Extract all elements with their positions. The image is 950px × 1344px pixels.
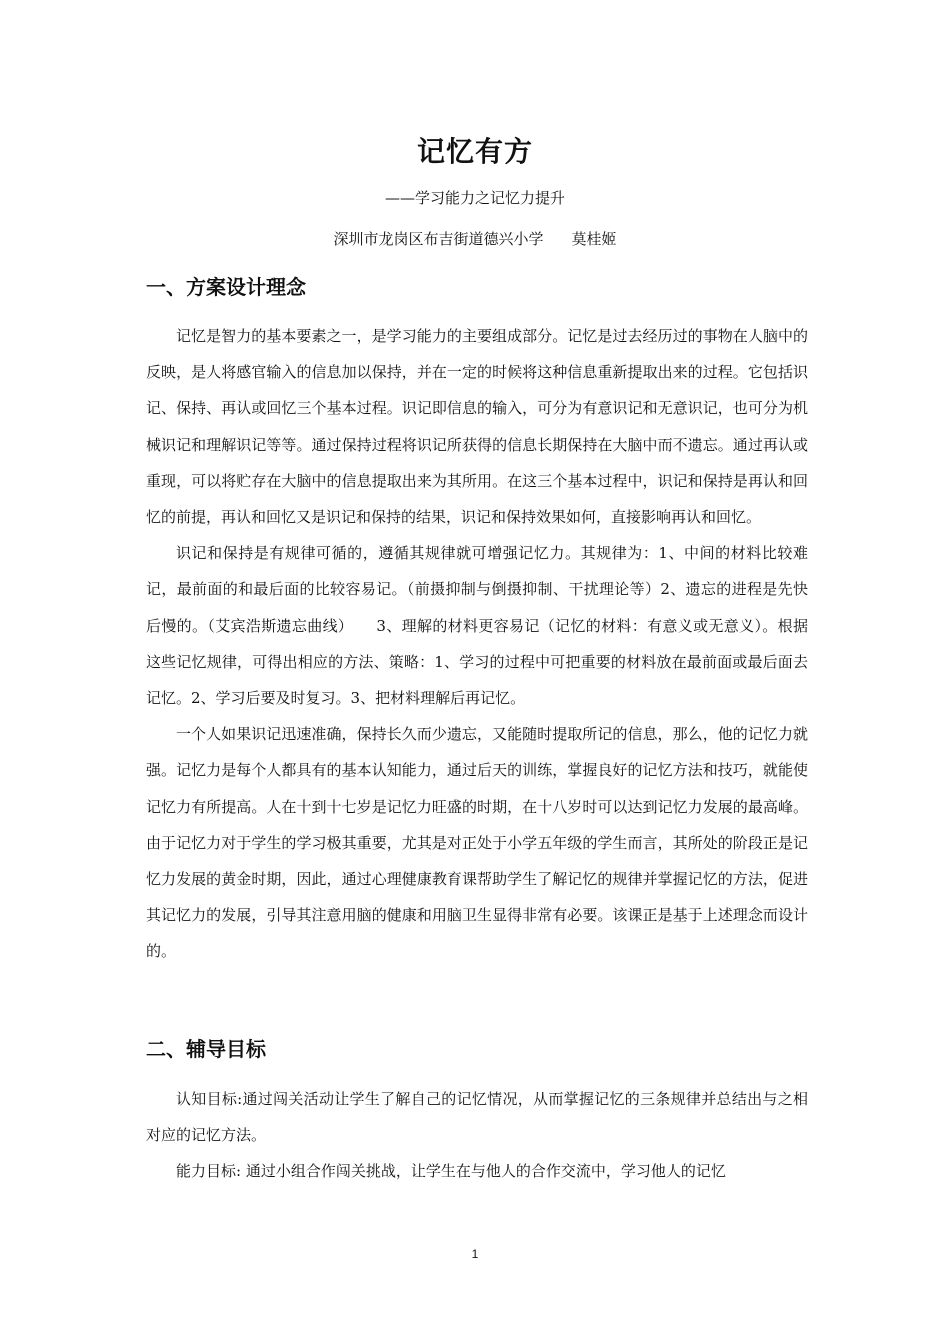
author-line	[0, 226, 950, 252]
section-body-design-concept	[146, 318, 808, 970]
document-subtitle: ——学习能力之记忆力提升	[384, 189, 565, 207]
section-heading-design-concept: 一、方案设计理念	[146, 275, 306, 299]
page-number: 1	[471, 1247, 479, 1261]
author-name: 莫桂姬	[571, 230, 617, 248]
paragraph: 能力目标: 通过小组合作闯关挑战，让学生在与他人的合作交流中，学习他人的记忆	[176, 1162, 726, 1181]
school-name: 深圳市龙岗区布吉街道德兴小学	[333, 230, 544, 248]
document-title: 记忆有方	[416, 135, 533, 168]
paragraph: 一个人如果识记迅速准确，保持长久而少遗忘，又能随时提取所记的信息，那么，他的记忆力就强。记忆力是每个人都具有的基本认知能力，通过后天的训练，掌握良好的记忆方法和技巧，就能使记忆力有所提高。人在十到十七岁是记忆力旺盛的时期，在十八岁时可以达到记忆力发展的最高峰。由于记忆力对于学生的学习极其重要，尤其是对正处于小学五年级的学生而言，其所处的阶段正是记忆力发展的黄金时期，因此，通过心理健康教育课帮助学生了解记忆的规律并掌握记忆的方法，促进其记忆力的发展，引导其注意用脑的健康和用脑卫生显得非常有必要。该课正是基于上述理念而设计的。	[146, 725, 808, 961]
paragraph: 识记和保持是有规律可循的，遵循其规律就可增强记忆力。其规律为：1、中间的材料比较难记，最前面的和最后面的比较容易记。（前摄抑制与倒摄抑制、干扰理论等）2、遗忘的进程是先快后慢的。（艾宾浩斯遗忘曲线） 3、理解的材料更容易记（记忆的材料：有意义或无意义）。根据这些记忆规律，可得出相应的方法、策略：1、学习的过程中可把重要的材料放在最前面或最后面去记忆。2、学习后要及时复习。3、把材料理解后再记忆。	[146, 544, 808, 708]
section-heading-goals: 二、辅导目标	[146, 1037, 266, 1061]
paragraph: 认知目标:通过闯关活动让学生了解自己的记忆情况，从而掌握记忆的三条规律并总结出与之相对应的记忆方法。	[146, 1090, 808, 1145]
paragraph: 记忆是智力的基本要素之一，是学习能力的主要组成部分。记忆是过去经历过的事物在人脑中的反映，是人将感官输入的信息加以保持，并在一定的时候将这种信息重新提取出来的过程。它包括识记、保持、再认或回忆三个基本过程。识记即信息的输入，可分为有意识记和无意识记，也可分为机械识记和理解识记等等。通过保持过程将识记所获得的信息长期保持在大脑中而不遗忘。通过再认或重现，可以将贮存在大脑中的信息提取出来为其所用。在这三个基本过程中，识记和保持是再认和回忆的前提，再认和回忆又是识记和保持的结果，识记和保持效果如何，直接影响再认和回忆。	[146, 327, 808, 527]
section-body-goals	[146, 1081, 808, 1190]
